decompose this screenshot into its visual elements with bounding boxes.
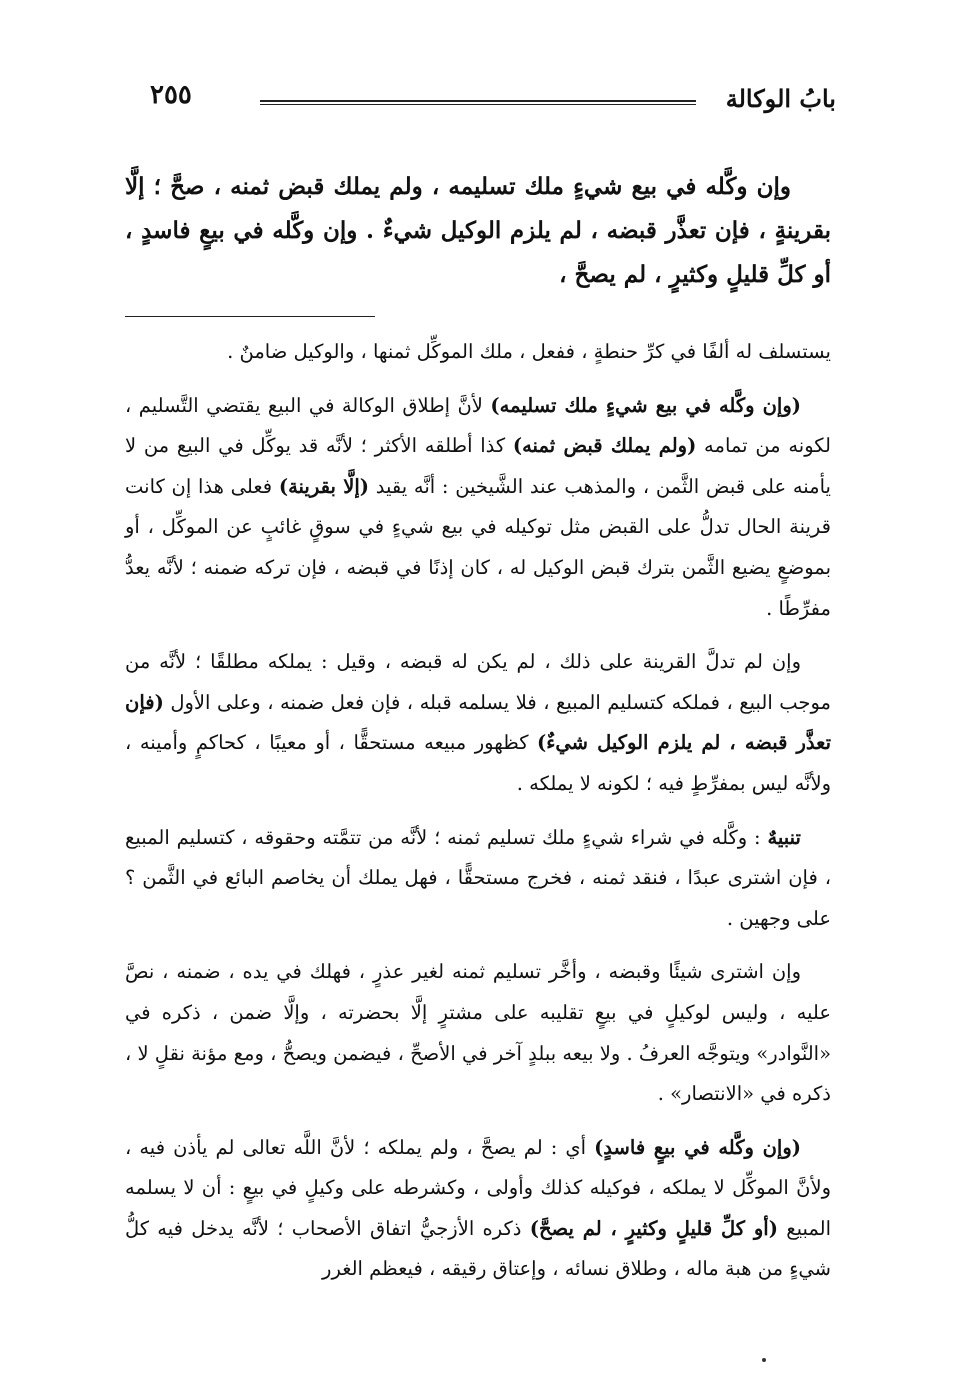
- quoted-matn: (أو كلِّ قليلٍ وكثيرٍ ، لم يصحَّ): [529, 1216, 778, 1240]
- quoted-matn: (فإن تعذَّر قبضه ، لم يلزم الوكيل شيءٌ): [125, 690, 831, 755]
- sharh-text: لأنَّ إطلاق الوكالة في البيع يقتضي التَّسليم ، لكونه من تمامه: [125, 393, 831, 458]
- sharh-paragraph-0: [125, 332, 831, 373]
- sharh-text: وإن اشترى شيئًا وقبضه ، وأخَّر تسليم ثمنه لغير عذرٍ ، فهلك في يده ، ضمنه ، نصَّ عليه ، وليس لوكيلٍ في بيعٍ تقليبه على مشترٍ إلَّا بحضرته ، وإلَّا ضمن ، ذكره في «النَّوادر» ويتوجَّه العرفُ . ولا بيعه ببلدٍ آخر في الأصحِّ ، فيضمن ويصحُّ ، ومع مؤنة نقلٍ لا ، ذكره في «الانتصار» .: [125, 960, 831, 1106]
- sharh-paragraph-5: [125, 1128, 831, 1290]
- sharh-text-block: [125, 332, 831, 1303]
- note-label: تنبيهٌ: [767, 825, 801, 849]
- sharh-paragraph-1: [125, 386, 831, 630]
- sharh-text: كذا أطلقه الأكثر ؛ لأنَّه قد يوكِّل في البيع من لا يأمنه على قبض الثَّمن ، والمذهب عند الشَّيخين : أنَّه يقيد: [125, 434, 831, 498]
- sharh-paragraph-4: [125, 952, 831, 1114]
- matn-paragraph: وإن وكَّله في بيع شيءٍ ملك تسليمه ، ولم يملك قبض ثمنه ، صحَّ ؛ إلَّا بقرينةٍ ، فإن تعذَّر قبضه ، لم يلزم الوكيل شيءٌ . وإن وكَّله في بيعٍ فاسدٍ ، أو كلِّ قليلٍ وكثيرٍ ، لم يصحَّ ،: [125, 173, 831, 288]
- page-mark: [762, 1358, 766, 1362]
- quoted-matn: (وإن وكَّله في بيع شيءٍ ملك تسليمه): [490, 393, 801, 417]
- sharh-text: كظهور مبيعه مستحقًّا ، أو معيبًا ، كحاكمٍ وأمينه ، ولأنَّه ليس بمفرِّطٍ فيه ؛ لكونه لا يملكه .: [125, 731, 831, 795]
- matn-text-block: [125, 165, 831, 297]
- sharh-text: : وكَّله في شراء شيءٍ ملك تسليم ثمنه ؛ لأنَّه من تتمَّته وحقوقه ، كتسليم المبيع ، فإن اشترى عبدًا ، فنقد ثمنه ، فخرج مستحقًّا ، فهل يملك أن يخاصم البائع في الثَّمن ؟ على وجهين .: [125, 825, 831, 930]
- running-head: [150, 80, 836, 120]
- quoted-matn: (إلَّا بقرينة): [278, 474, 369, 498]
- sharh-text: ذكره الأزجيُّ اتفاق الأصحاب ؛ لأنَّه يدخل فيه كلُّ شيءٍ من هبة ماله ، وطلاق نسائه ، وإعتاق رقيقه ، فيعظم الغرر: [125, 1216, 831, 1281]
- sharh-text: وإن لم تدلَّ القرينة على ذلك ، لم يكن له قبضه ، وقيل : يملكه مطلقًا ؛ لأنَّه من موجب البيع ، فملكه كتسليم المبيع ، فلا يسلمه قبله ، فإن فعل ضمنه ، وعلى الأول: [125, 650, 831, 714]
- header-rule: [260, 100, 696, 105]
- chapter-title: بابُ الوكالة: [725, 84, 836, 113]
- sharh-text: أي : لم يصحَّ ، ولم يملكه ؛ لأنَّ اللَّه تعالى لم يأذن فيه ، ولأنَّ الموكِّل لا يملكه ، فوكيله كذلك وأولى ، وكشرطه على وكيلٍ في بيعٍ : أن لا يسلمه المبيع: [125, 1135, 832, 1240]
- sharh-text: يستسلف له ألفًا في كرِّ حنطةٍ ، ففعل ، ملك الموكِّل ثمنها ، والوكيل ضامنٌ .: [227, 340, 831, 363]
- page-number: ٢٥٥: [150, 80, 192, 110]
- matn-separator-rule: [125, 316, 375, 317]
- sharh-paragraph-2: [125, 642, 831, 804]
- quoted-matn: (وإن وكَّله في بيعٍ فاسدٍ): [594, 1135, 801, 1159]
- quoted-matn: (ولم يملك قبض ثمنه): [512, 434, 697, 458]
- sharh-text: فعلى هذا إن كانت قرينة الحال تدلُّ على القبض مثل توكيله في بيع شيءٍ في سوقٍ غائبٍ عن الموكِّل ، أو بموضعٍ يضيع الثَّمن بترك قبض الوكيل له ، كان إذنًا في قبضه ، فإن تركه ضمنه ؛ لأنَّه يعدُّ مفرِّطًا .: [125, 474, 831, 620]
- sharh-paragraph-3: [125, 818, 831, 940]
